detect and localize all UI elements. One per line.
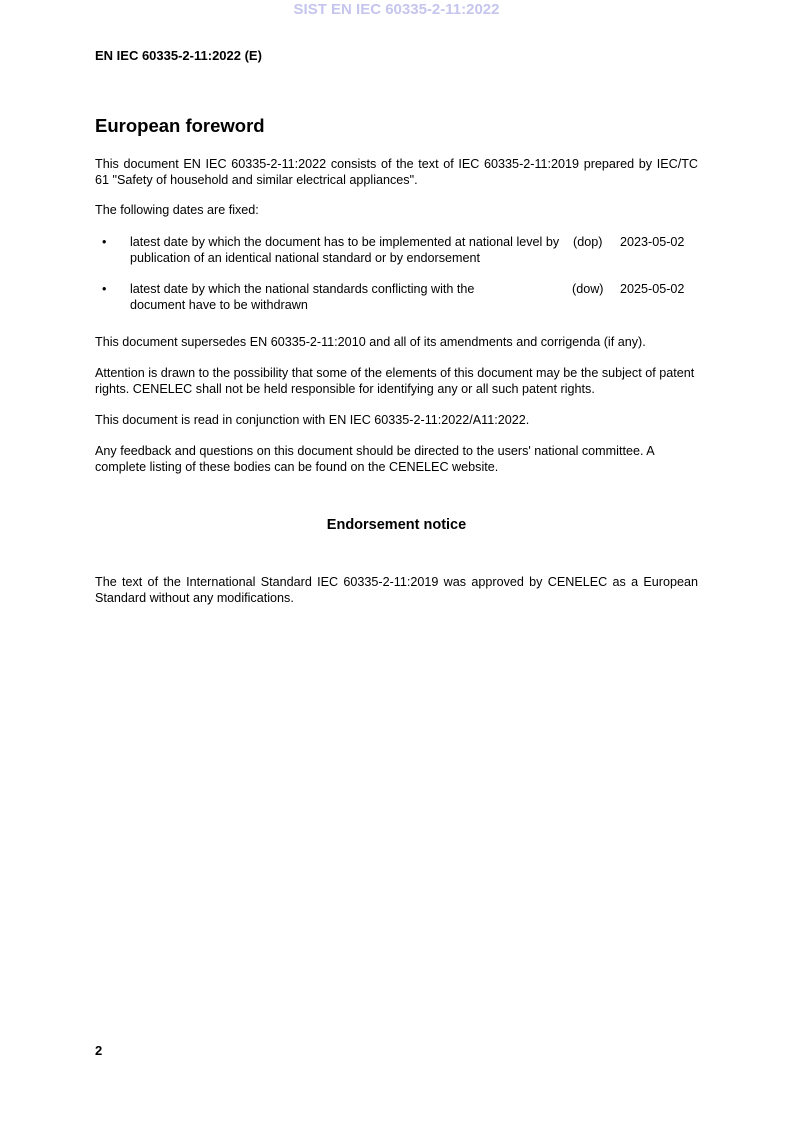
date-code: (dow) bbox=[572, 282, 604, 296]
page-number: 2 bbox=[95, 1043, 103, 1058]
date-code: (dop) bbox=[573, 235, 603, 249]
date-description: latest date by which the document has to be implemented at national level by publication of an identical national standard or by endorsement bbox=[130, 235, 560, 265]
section-title: European foreword bbox=[95, 115, 265, 136]
date-value: 2023-05-02 bbox=[620, 235, 685, 249]
bullet: • bbox=[102, 235, 107, 249]
date-value: 2025-05-02 bbox=[620, 282, 685, 296]
intro-paragraph: This document EN IEC 60335-2-11:2022 consists of the text of IEC 60335-2-11:2019 prepared by IEC/TC 61 "Safety of household and similar electrical appliances". bbox=[95, 157, 698, 187]
bullet: • bbox=[102, 282, 107, 296]
endorsement-text: The text of the International Standard IEC 60335-2-11:2019 was approved by CENELEC as a European Standard without any modifications. bbox=[95, 575, 698, 605]
watermark: SIST EN IEC 60335-2-11:2022 bbox=[293, 1, 500, 18]
date-description: latest date by which the national standards conflicting with the document have to be withdrawn bbox=[130, 282, 475, 312]
document-header: EN IEC 60335-2-11:2022 (E) bbox=[95, 48, 262, 63]
supersedes-paragraph: This document supersedes EN 60335-2-11:2010 and all of its amendments and corrigenda (if any). bbox=[95, 335, 646, 349]
dates-intro: The following dates are fixed: bbox=[95, 203, 259, 217]
endorsement-title: Endorsement notice bbox=[326, 517, 467, 533]
conjunction-paragraph: This document is read in conjunction with EN IEC 60335-2-11:2022/A11:2022. bbox=[95, 413, 530, 427]
feedback-paragraph: Any feedback and questions on this document should be directed to the users' national committee. A complete listing of these bodies can be found on the CENELEC website. bbox=[95, 444, 654, 474]
attention-paragraph: Attention is drawn to the possibility that some of the elements of this document may be the subject of patent rights. CENELEC shall not be held responsible for identifying any or all such patent rights. bbox=[95, 366, 695, 396]
